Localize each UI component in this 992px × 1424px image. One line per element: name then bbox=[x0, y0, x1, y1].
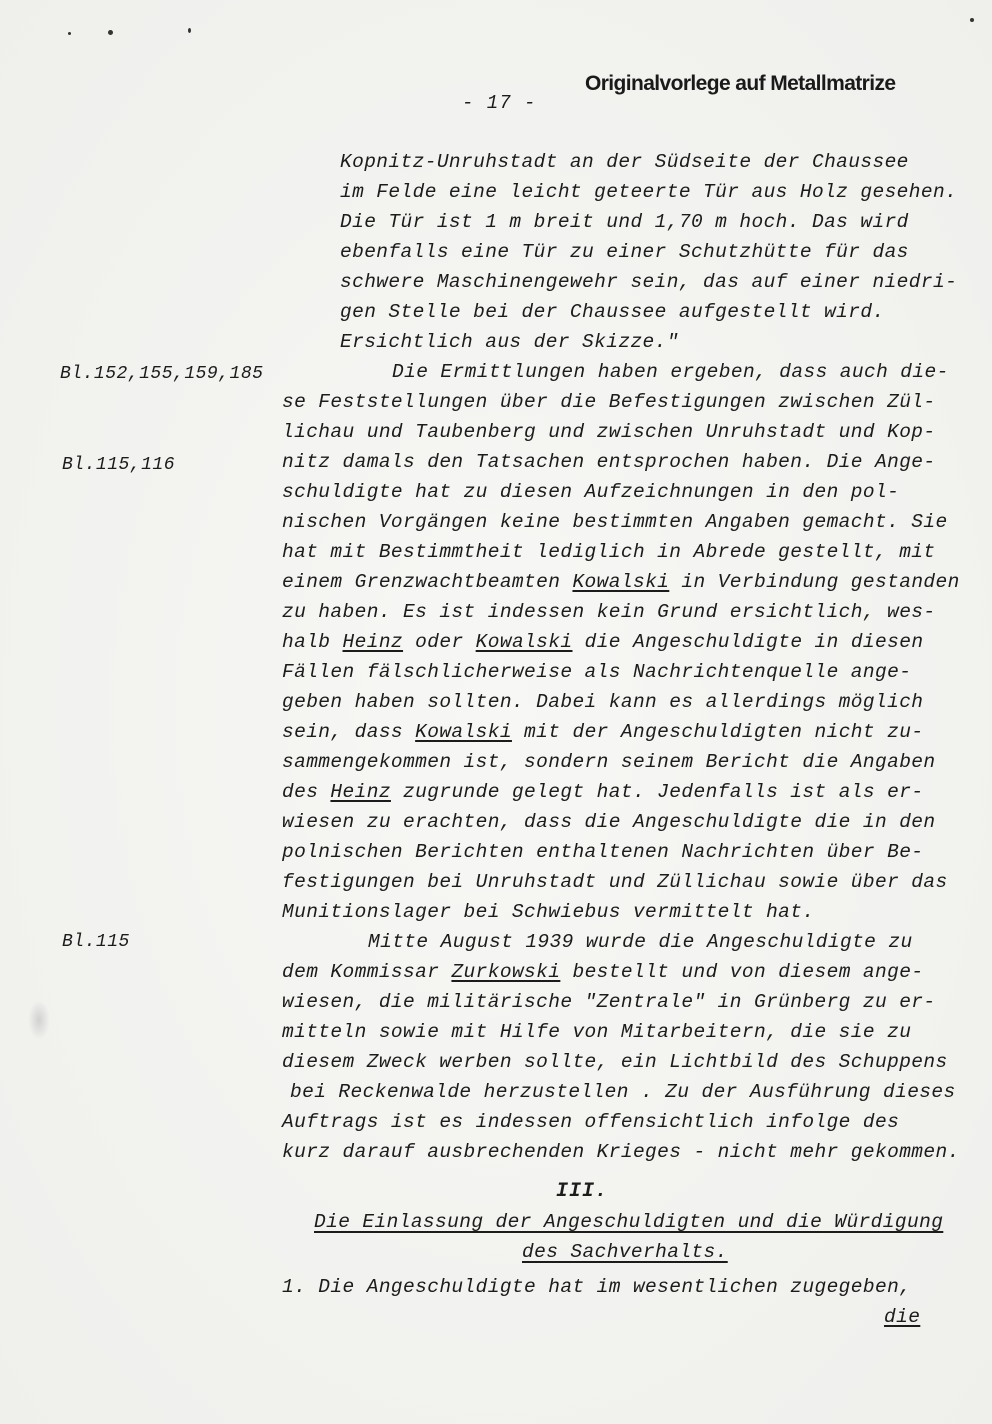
body-line: zu haben. Es ist indessen kein Grund ersichtlich, wes- bbox=[282, 601, 936, 623]
body-line: schwere Maschinengewehr sein, das auf einer niedri- bbox=[340, 271, 958, 293]
metal-matrix-stamp: Originalvorlege auf Metallmatrize bbox=[585, 72, 896, 95]
body-line: Ersichtlich aus der Skizze." bbox=[340, 331, 679, 353]
body-line: im Felde eine leicht geteerte Tür aus Holz gesehen. bbox=[340, 181, 958, 203]
body-line: bei Reckenwalde herzustellen . Zu der Ausführung dieses bbox=[290, 1081, 956, 1103]
body-line: nitz damals den Tatsachen entsprochen haben. Die Ange- bbox=[282, 451, 936, 473]
body-line: des Heinz zugrunde gelegt hat. Jedenfalls ist als er- bbox=[282, 781, 924, 803]
body-line: geben haben sollten. Dabei kann es allerdings möglich bbox=[282, 691, 924, 713]
body-line: dem Kommissar Zurkowski bestellt und von diesem ange- bbox=[282, 961, 924, 983]
catchword: die bbox=[884, 1306, 921, 1328]
body-line: Munitionslager bei Schwiebus vermittelt hat. bbox=[282, 901, 815, 923]
body-line: 1. Die Angeschuldigte hat im wesentlichen zugegeben, bbox=[282, 1276, 912, 1298]
scan-speck bbox=[68, 32, 71, 35]
body-line: lichau und Taubenberg und zwischen Unruhstadt und Kop- bbox=[282, 421, 936, 443]
body-line: hat mit Bestimmtheit lediglich in Abrede gestellt, mit bbox=[282, 541, 936, 563]
body-line: Fällen fälschlicherweise als Nachrichtenquelle ange- bbox=[282, 661, 912, 683]
body-line: Auftrags ist es indessen offensichtlich infolge des bbox=[282, 1111, 900, 1133]
underlined-name: Kowalski bbox=[475, 631, 573, 653]
body-line: kurz darauf ausbrechenden Krieges - nicht mehr gekommen. bbox=[282, 1141, 960, 1163]
body-line: festigungen bei Unruhstadt und Züllichau sowie über das bbox=[282, 871, 948, 893]
body-line: se Feststellungen über die Befestigungen zwischen Zül- bbox=[282, 391, 936, 413]
body-line: gen Stelle bei der Chaussee aufgestellt wird. bbox=[340, 301, 885, 323]
underlined-name: Heinz bbox=[342, 631, 404, 653]
underlined-name: Heinz bbox=[330, 781, 391, 803]
underlined-name: Kowalski bbox=[572, 571, 670, 593]
body-line: wiesen zu erachten, dass die Angeschuldigte die in den bbox=[282, 811, 936, 833]
margin-reference: Bl.115,116 bbox=[62, 455, 176, 475]
scan-speck bbox=[188, 28, 191, 33]
body-line: Kopnitz-Unruhstadt an der Südseite der Chaussee bbox=[340, 151, 909, 173]
body-line: ebenfalls eine Tür zu einer Schutzhütte für das bbox=[340, 241, 909, 263]
body-line: halb Heinz oder Kowalski die Angeschuldigte in diesen bbox=[282, 631, 924, 653]
body-line: sammengekommen ist, sondern seinem Bericht die Angaben bbox=[282, 751, 936, 773]
margin-reference: Bl.115 bbox=[62, 932, 130, 952]
body-line: schuldigte hat zu diesen Aufzeichnungen in den pol- bbox=[282, 481, 900, 503]
section-heading: Die Einlassung der Angeschuldigten und die Würdigung bbox=[314, 1211, 944, 1233]
section-number: III. bbox=[556, 1180, 609, 1203]
page-number: - 17 - bbox=[462, 92, 537, 114]
body-line: diesem Zweck werben sollte, ein Lichtbild des Schuppens bbox=[282, 1051, 948, 1073]
body-line: polnischen Berichten enthaltenen Nachrichten über Be- bbox=[282, 841, 924, 863]
body-line: Mitte August 1939 wurde die Angeschuldigte zu bbox=[368, 931, 913, 953]
body-line: einem Grenzwachtbeamten Kowalski in Verbindung gestanden bbox=[282, 571, 960, 593]
body-line: mitteln sowie mit Hilfe von Mitarbeitern, die sie zu bbox=[282, 1021, 912, 1043]
body-line: Die Tür ist 1 m breit und 1,70 m hoch. Das wird bbox=[340, 211, 909, 233]
underlined-name: Kowalski bbox=[415, 721, 512, 743]
body-line: Die Ermittlungen haben ergeben, dass auch die- bbox=[392, 361, 949, 383]
body-line: sein, dass Kowalski mit der Angeschuldigten nicht zu- bbox=[282, 721, 924, 743]
scan-speck bbox=[970, 18, 974, 22]
scan-smudge bbox=[28, 1000, 50, 1040]
scan-speck bbox=[108, 30, 113, 35]
margin-reference: Bl.152,155,159,185 bbox=[60, 364, 264, 384]
body-line: wiesen, die militärische "Zentrale" in Grünberg zu er- bbox=[282, 991, 936, 1013]
section-heading: des Sachverhalts. bbox=[522, 1241, 728, 1263]
underlined-name: Zurkowski bbox=[451, 961, 561, 983]
body-line: nischen Vorgängen keine bestimmten Angaben gemacht. Sie bbox=[282, 511, 948, 533]
